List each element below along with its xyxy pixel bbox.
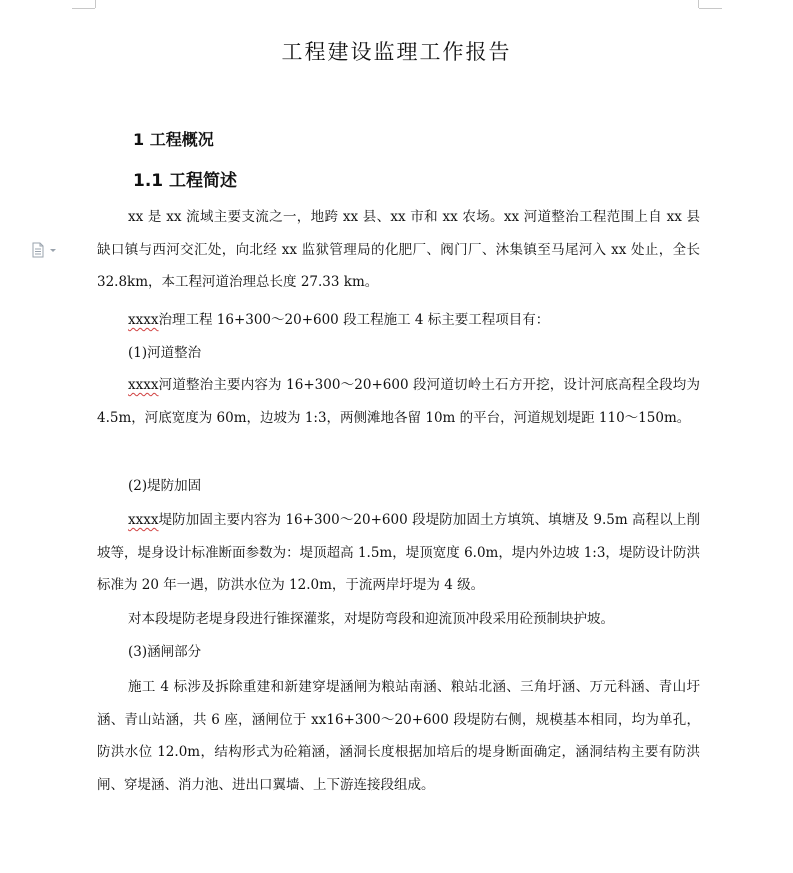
paragraph-6: 施工 4 标涉及拆除重建和新建穿堤涵闸为粮站南涵、粮站北涵、三角圩涵、万元科涵、青山圩涵、青山站涵，共 6 座，涵闸位于 xx16+300～20+600 段堤防右侧，规模基本相同，均为单孔，防洪水位 12.0m，结构形式为砼箱涵，涵洞长度根据加培后的堤身断面确定，涵洞结构主要有防洪闸、穿堤涵、消力池、进出口翼墙、上下游连接段组成。	[97, 679, 700, 793]
heading-1: 1 工程概况	[133, 130, 214, 149]
crop-mark-top-left-vertical	[95, 0, 96, 8]
paragraph-3	[97, 369, 700, 434]
paragraph-2-text: 治理工程 16+300～20+600 段工程施工 4 标主要工程项目有：	[158, 312, 550, 328]
crop-mark-top-left-horizontal	[72, 8, 95, 9]
paragraph-4-text: 堤防加固主要内容为 16+300～20+600 段堤防加固土方填筑、填塘及 9.5m 高程以上削坡等，堤身设计标准断面参数为：堤顶超高 1.5m，堤顶宽度 6.0m，堤内外边坡 1:3，堤防设计防洪标准为 20 年一遇，防洪水位为 12.0m，于流两岸圩堤为 4 级。	[97, 512, 700, 593]
paragraph-1: xx 是 xx 流域主要支流之一，地跨 xx 县、xx 市和 xx 农场。xx 河道整治工程范围上自 xx 县缺口镇与西河交汇处，向北经 xx 监狱管理局的化肥厂、阀门厂、沐集镇至马尾河入 xx 处止，全长 32.8km，本工程河道治理总长度 27.33 km。	[97, 209, 700, 290]
list-item-3: (3)涵闸部分	[128, 644, 202, 660]
heading-1-1: 1.1 工程简述	[133, 171, 238, 191]
paragraph-3-text: 河道整治主要内容为 16+300～20+600 段河道切岭土石方开挖，设计河底高程全段均为 4.5m，河底宽度为 60m，边坡为 1:3，两侧滩地各留 10m 的平台，河道规划堤距 110～150m。	[97, 377, 700, 426]
list-item-1: (1)河道整治	[128, 345, 202, 361]
crop-mark-top-right-vertical	[698, 0, 699, 8]
paragraph-4	[97, 504, 700, 602]
list-item-2: (2)堤防加固	[128, 478, 202, 494]
paragraph-5: 对本段堤防老堤身段进行锥探灌浆，对堤防弯段和迎流顶冲段采用砼预制块护坡。	[128, 611, 614, 627]
paragraph-2	[97, 304, 700, 337]
spellcheck-word[interactable]: xxxx	[128, 377, 159, 393]
document-title: 工程建设监理工作报告	[281, 40, 512, 64]
spellcheck-word[interactable]: xxxx	[128, 312, 159, 328]
spellcheck-word[interactable]: xxxx	[128, 512, 159, 528]
document-paragraph-icon[interactable]	[32, 242, 60, 258]
crop-mark-top-right-horizontal	[699, 8, 722, 9]
